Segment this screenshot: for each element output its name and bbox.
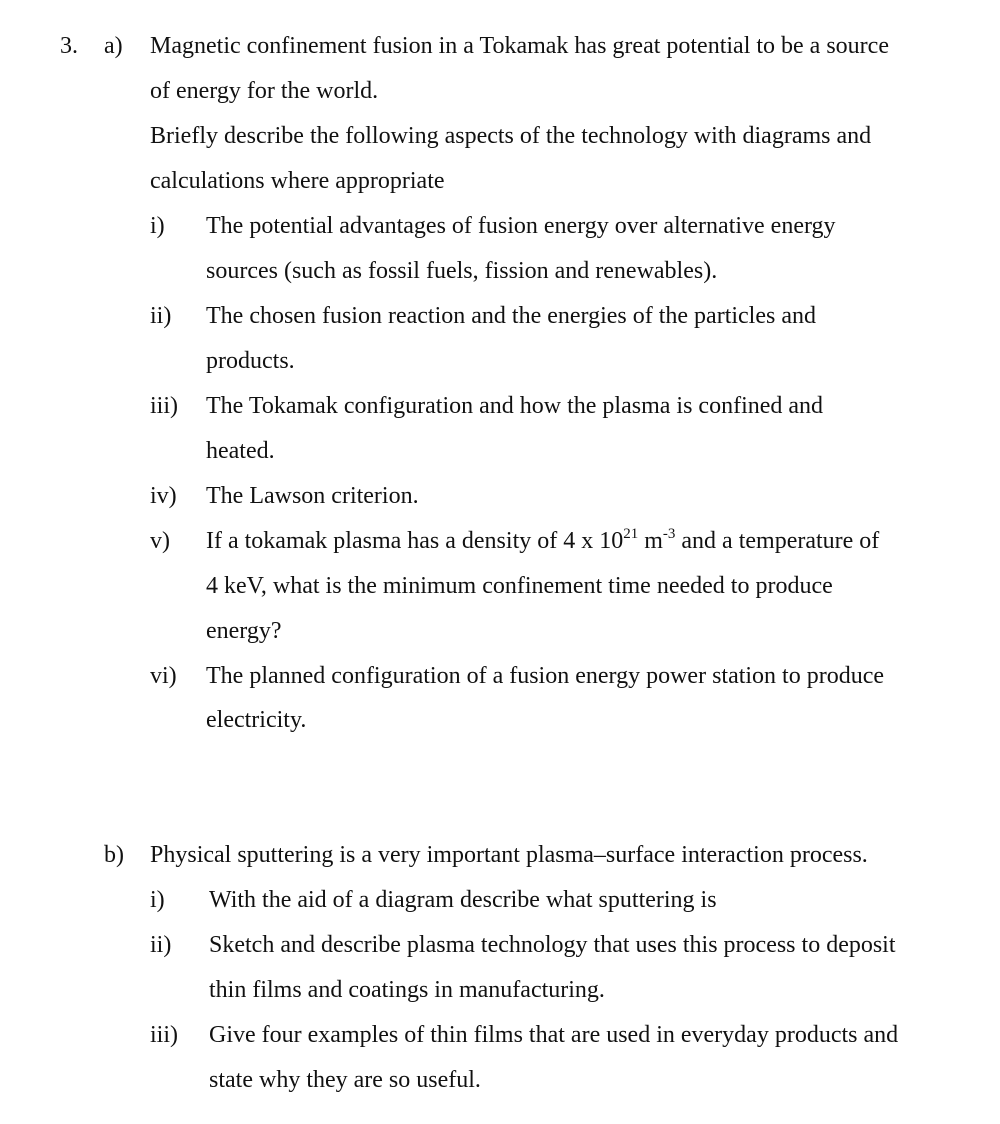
part-a-instruction-line-1: Briefly describe the following aspects of the technology with diagrams and — [150, 123, 872, 149]
part-a-instruction-line-2: calculations where appropriate — [150, 168, 445, 194]
part-b-item-label: ii) — [150, 932, 172, 958]
part-a-item-text: products. — [206, 348, 295, 374]
part-a-label: a) — [104, 33, 123, 59]
part-a-intro-line-1: Magnetic confinement fusion in a Tokamak has great potential to be a source — [150, 33, 889, 59]
part-b-item-text: thin films and coatings in manufacturing. — [209, 977, 605, 1003]
unit-text: m — [638, 528, 663, 554]
part-a-item-text: electricity. — [206, 707, 307, 733]
part-a-item-label: i) — [150, 213, 165, 239]
part-a-item-text: The planned configuration of a fusion energy power station to produce — [206, 663, 885, 689]
part-b-item-label: i) — [150, 887, 165, 913]
part-a-item-label: vi) — [150, 663, 177, 689]
part-a-intro-line-2: of energy for the world. — [150, 78, 379, 104]
density-text: If a tokamak plasma has a density of 4 x 10 — [206, 528, 624, 554]
part-b-item-text: state why they are so useful. — [209, 1067, 481, 1093]
part-a-item-text: The Tokamak configuration and how the plasma is confined and — [206, 393, 824, 419]
part-a-item-text: 4 keV, what is the minimum confinement time needed to produce — [206, 573, 833, 599]
part-a-item-text: The chosen fusion reaction and the energies of the particles and — [206, 303, 816, 329]
part-a-item-text: heated. — [206, 438, 275, 464]
part-b-item-text: Sketch and describe plasma technology that uses this process to deposit — [209, 932, 896, 958]
part-a-item-label: iv) — [150, 483, 177, 509]
part-b-item-label: iii) — [150, 1022, 178, 1048]
question-number: 3. — [60, 33, 78, 59]
unit-exponent: -3 — [662, 526, 676, 542]
part-a-item-label: v) — [150, 528, 170, 554]
part-b-label: b) — [104, 842, 124, 868]
density-exponent: 21 — [623, 526, 639, 542]
part-a-item-text: sources (such as fossil fuels, fission and renewables). — [206, 258, 718, 284]
part-b-intro: Physical sputtering is a very important plasma–surface interaction process. — [150, 842, 868, 868]
part-a-item-text: The Lawson criterion. — [206, 483, 419, 509]
part-a-item-label: ii) — [150, 303, 172, 329]
part-a-item-label: iii) — [150, 393, 178, 419]
part-a-item-text: The potential advantages of fusion energy over alternative energy — [206, 213, 836, 239]
temperature-text: and a temperature of — [675, 528, 880, 554]
part-a-item-text: energy? — [206, 618, 282, 644]
part-b-item-text: With the aid of a diagram describe what sputtering is — [209, 887, 717, 913]
part-b-item-text: Give four examples of thin films that are used in everyday products and — [209, 1022, 899, 1048]
part-a-item-text-with-exponents — [206, 526, 880, 554]
